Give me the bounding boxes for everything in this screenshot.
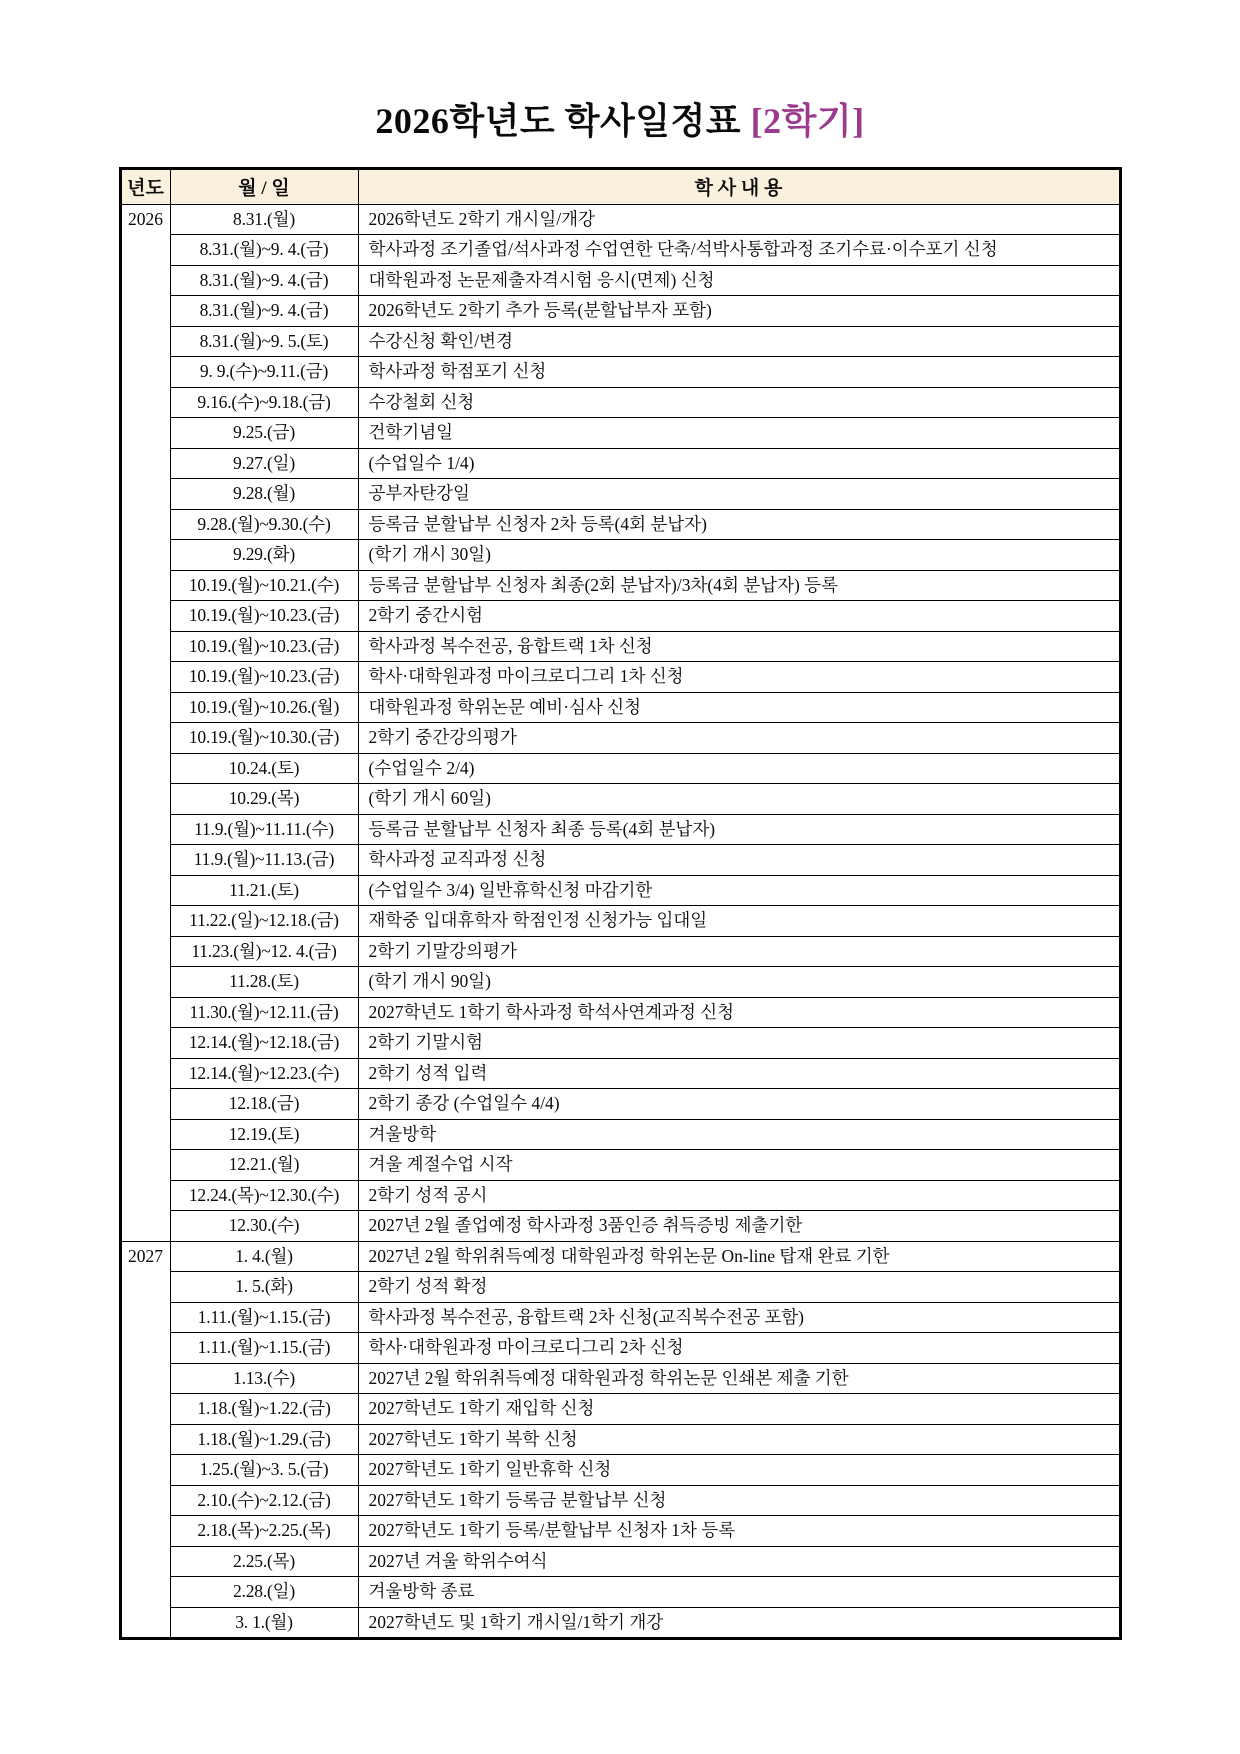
date-cell: 10.19.(월)~10.26.(월): [170, 692, 358, 723]
table-row: [120, 418, 1120, 449]
content-cell: 겨울 계절수업 시작: [358, 1150, 1120, 1181]
date-cell: 9.27.(일): [170, 448, 358, 479]
date-cell: 12.18.(금): [170, 1089, 358, 1120]
table-row: [120, 1241, 1120, 1272]
content-cell: 2학기 기말시험: [358, 1028, 1120, 1059]
content-cell: 2027년 2월 졸업예정 학사과정 3품인증 취득증빙 제출기한: [358, 1211, 1120, 1242]
column-header-date: 월 / 일: [170, 168, 358, 204]
content-cell: 2027학년도 1학기 재입학 신청: [358, 1394, 1120, 1425]
content-cell: 2026학년도 2학기 추가 등록(분할납부자 포함): [358, 296, 1120, 327]
table-body: [120, 204, 1120, 1639]
content-cell: 2027학년도 1학기 학사과정 학석사연계과정 신청: [358, 997, 1120, 1028]
table-row: [120, 662, 1120, 693]
date-cell: 10.19.(월)~10.23.(금): [170, 631, 358, 662]
table-row: [120, 357, 1120, 388]
content-cell: 대학원과정 논문제출자격시험 응시(면제) 신청: [358, 265, 1120, 296]
content-cell: (수업일수 1/4): [358, 448, 1120, 479]
column-header-year: 년도: [120, 168, 170, 204]
table-row: [120, 1272, 1120, 1303]
page-title-semester: [2학기]: [750, 101, 865, 141]
table-row: [120, 479, 1120, 510]
content-cell: 2027학년도 1학기 등록/분할납부 신청자 1차 등록: [358, 1516, 1120, 1547]
content-cell: 2027학년도 1학기 복학 신청: [358, 1424, 1120, 1455]
academic-calendar-table: [119, 167, 1122, 1641]
table-row: [120, 296, 1120, 327]
content-cell: 등록금 분할납부 신청자 최종 등록(4회 분납자): [358, 814, 1120, 845]
date-cell: 9. 9.(수)~9.11.(금): [170, 357, 358, 388]
content-cell: 2학기 기말강의평가: [358, 936, 1120, 967]
table-row: [120, 1211, 1120, 1242]
date-cell: 2.28.(일): [170, 1577, 358, 1608]
page-title: [0, 0, 1240, 141]
table-row: [120, 1577, 1120, 1608]
date-cell: 1.18.(월)~1.29.(금): [170, 1424, 358, 1455]
content-cell: 재학중 입대휴학자 학점인정 신청가능 입대일: [358, 906, 1120, 937]
content-cell: 2학기 성적 입력: [358, 1058, 1120, 1089]
date-cell: 2.25.(목): [170, 1546, 358, 1577]
table-row: [120, 1363, 1120, 1394]
content-cell: 학사과정 교직과정 신청: [358, 845, 1120, 876]
content-cell: 2학기 종강 (수업일수 4/4): [358, 1089, 1120, 1120]
year-cell: 2026: [120, 204, 170, 1241]
table-header-row: [120, 168, 1120, 204]
table-row: [120, 1150, 1120, 1181]
table-row: [120, 1516, 1120, 1547]
content-cell: 겨울방학 종료: [358, 1577, 1120, 1608]
table-row: [120, 936, 1120, 967]
date-cell: 12.21.(월): [170, 1150, 358, 1181]
content-cell: 2027학년도 1학기 등록금 분할납부 신청: [358, 1485, 1120, 1516]
date-cell: 11.9.(월)~11.11.(수): [170, 814, 358, 845]
date-cell: 12.24.(목)~12.30.(수): [170, 1180, 358, 1211]
date-cell: 11.23.(월)~12. 4.(금): [170, 936, 358, 967]
table-row: [120, 875, 1120, 906]
content-cell: 건학기념일: [358, 418, 1120, 449]
date-cell: 9.25.(금): [170, 418, 358, 449]
date-cell: 12.14.(월)~12.23.(수): [170, 1058, 358, 1089]
date-cell: 12.14.(월)~12.18.(금): [170, 1028, 358, 1059]
content-cell: 2027년 2월 학위취득예정 대학원과정 학위논문 On-line 탑재 완료 기한: [358, 1241, 1120, 1272]
table-row: [120, 204, 1120, 235]
table-row: [120, 1333, 1120, 1364]
date-cell: 10.19.(월)~10.23.(금): [170, 601, 358, 632]
content-cell: 2학기 중간강의평가: [358, 723, 1120, 754]
date-cell: 9.29.(화): [170, 540, 358, 571]
table-row: [120, 692, 1120, 723]
date-cell: 9.16.(수)~9.18.(금): [170, 387, 358, 418]
content-cell: 겨울방학: [358, 1119, 1120, 1150]
date-cell: 11.9.(월)~11.13.(금): [170, 845, 358, 876]
table-header: [120, 168, 1120, 204]
content-cell: 2026학년도 2학기 개시일/개강: [358, 204, 1120, 235]
content-cell: (수업일수 2/4): [358, 753, 1120, 784]
table-row: [120, 1302, 1120, 1333]
date-cell: 3. 1.(월): [170, 1607, 358, 1639]
content-cell: 학사과정 학점포기 신청: [358, 357, 1120, 388]
table-row: [120, 448, 1120, 479]
table-row: [120, 1607, 1120, 1639]
table-row: [120, 1089, 1120, 1120]
table-row: [120, 326, 1120, 357]
page-title-main: 2026학년도 학사일정표: [375, 101, 742, 141]
table-row: [120, 1424, 1120, 1455]
table-row: [120, 265, 1120, 296]
table-row: [120, 601, 1120, 632]
date-cell: 10.19.(월)~10.21.(수): [170, 570, 358, 601]
date-cell: 10.29.(목): [170, 784, 358, 815]
content-cell: (학기 개시 30일): [358, 540, 1120, 571]
table-row: [120, 509, 1120, 540]
year-cell: 2027: [120, 1241, 170, 1639]
table-row: [120, 845, 1120, 876]
content-cell: 수강신청 확인/변경: [358, 326, 1120, 357]
date-cell: 8.31.(월)~9. 5.(토): [170, 326, 358, 357]
table-row: [120, 1546, 1120, 1577]
table-row: [120, 967, 1120, 998]
content-cell: 2027년 겨울 학위수여식: [358, 1546, 1120, 1577]
content-cell: 학사·대학원과정 마이크로디그리 2차 신청: [358, 1333, 1120, 1364]
content-cell: 2027년 2월 학위취득예정 대학원과정 학위논문 인쇄본 제출 기한: [358, 1363, 1120, 1394]
table-row: [120, 1485, 1120, 1516]
date-cell: 10.24.(토): [170, 753, 358, 784]
content-cell: 등록금 분할납부 신청자 2차 등록(4회 분납자): [358, 509, 1120, 540]
table-row: [120, 997, 1120, 1028]
date-cell: 9.28.(월): [170, 479, 358, 510]
date-cell: 1. 5.(화): [170, 1272, 358, 1303]
date-cell: 10.19.(월)~10.23.(금): [170, 662, 358, 693]
content-cell: 등록금 분할납부 신청자 최종(2회 분납자)/3차(4회 분납자) 등록: [358, 570, 1120, 601]
date-cell: 10.19.(월)~10.30.(금): [170, 723, 358, 754]
date-cell: 1.25.(월)~3. 5.(금): [170, 1455, 358, 1486]
table-row: [120, 540, 1120, 571]
content-cell: 2학기 성적 확정: [358, 1272, 1120, 1303]
date-cell: 11.22.(일)~12.18.(금): [170, 906, 358, 937]
content-cell: 공부자탄강일: [358, 479, 1120, 510]
date-cell: 1.11.(월)~1.15.(금): [170, 1333, 358, 1364]
table-row: [120, 1119, 1120, 1150]
content-cell: 학사·대학원과정 마이크로디그리 1차 신청: [358, 662, 1120, 693]
table-row: [120, 235, 1120, 266]
table-row: [120, 570, 1120, 601]
content-cell: 수강철회 신청: [358, 387, 1120, 418]
column-header-content: 학 사 내 용: [358, 168, 1120, 204]
date-cell: 11.28.(토): [170, 967, 358, 998]
table-row: [120, 1394, 1120, 1425]
table-row: [120, 1058, 1120, 1089]
content-cell: 대학원과정 학위논문 예비·심사 신청: [358, 692, 1120, 723]
table-row: [120, 814, 1120, 845]
content-cell: 2학기 중간시험: [358, 601, 1120, 632]
content-cell: 학사과정 조기졸업/석사과정 수업연한 단축/석박사통합과정 조기수료·이수포기 신청: [358, 235, 1120, 266]
content-cell: 학사과정 복수전공, 융합트랙 2차 신청(교직복수전공 포함): [358, 1302, 1120, 1333]
date-cell: 12.19.(토): [170, 1119, 358, 1150]
content-cell: 2027학년도 1학기 일반휴학 신청: [358, 1455, 1120, 1486]
content-cell: (수업일수 3/4) 일반휴학신청 마감기한: [358, 875, 1120, 906]
date-cell: 1.18.(월)~1.22.(금): [170, 1394, 358, 1425]
date-cell: 8.31.(월)~9. 4.(금): [170, 296, 358, 327]
date-cell: 2.10.(수)~2.12.(금): [170, 1485, 358, 1516]
table-row: [120, 906, 1120, 937]
date-cell: 12.30.(수): [170, 1211, 358, 1242]
table-row: [120, 387, 1120, 418]
content-cell: (학기 개시 90일): [358, 967, 1120, 998]
table-row: [120, 784, 1120, 815]
date-cell: 11.30.(월)~12.11.(금): [170, 997, 358, 1028]
table-row: [120, 1455, 1120, 1486]
content-cell: 2027학년도 및 1학기 개시일/1학기 개강: [358, 1607, 1120, 1639]
date-cell: 11.21.(토): [170, 875, 358, 906]
date-cell: 8.31.(월)~9. 4.(금): [170, 265, 358, 296]
content-cell: 2학기 성적 공시: [358, 1180, 1120, 1211]
table-row: [120, 753, 1120, 784]
date-cell: 1. 4.(월): [170, 1241, 358, 1272]
table-row: [120, 723, 1120, 754]
date-cell: 8.31.(월): [170, 204, 358, 235]
date-cell: 8.31.(월)~9. 4.(금): [170, 235, 358, 266]
content-cell: 학사과정 복수전공, 융합트랙 1차 신청: [358, 631, 1120, 662]
table-row: [120, 1028, 1120, 1059]
table-row: [120, 631, 1120, 662]
table-row: [120, 1180, 1120, 1211]
date-cell: 9.28.(월)~9.30.(수): [170, 509, 358, 540]
content-cell: (학기 개시 60일): [358, 784, 1120, 815]
date-cell: 1.11.(월)~1.15.(금): [170, 1302, 358, 1333]
date-cell: 1.13.(수): [170, 1363, 358, 1394]
date-cell: 2.18.(목)~2.25.(목): [170, 1516, 358, 1547]
